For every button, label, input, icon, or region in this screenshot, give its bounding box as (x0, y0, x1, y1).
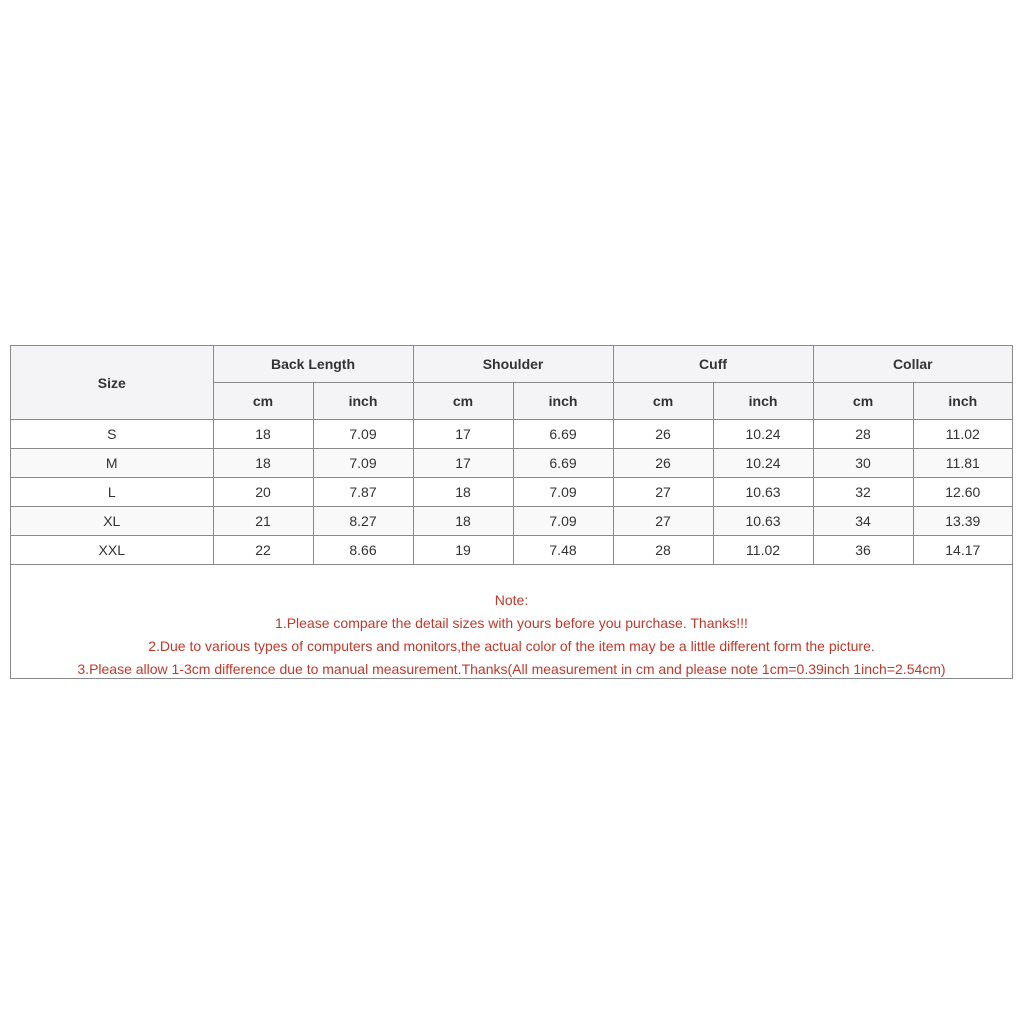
table-row (11, 507, 1012, 536)
unit-header: cm (413, 383, 513, 420)
measurement-cell: 11.02 (713, 536, 813, 565)
notes (11, 565, 1012, 681)
measurement-cell: 12.60 (913, 478, 1012, 507)
measurement-cell: 34 (813, 507, 913, 536)
size-cell: M (11, 449, 213, 478)
size-header: Size (11, 346, 213, 420)
measurement-cell: 30 (813, 449, 913, 478)
note-line-2: 2.Due to various types of computers and monitors,the actual color of the item may be a little different form the picture. (148, 638, 875, 654)
group-header-back-length: Back Length (213, 346, 413, 383)
measurement-cell: 28 (613, 536, 713, 565)
header-group-row (11, 346, 1012, 383)
unit-header: cm (813, 383, 913, 420)
measurement-cell: 18 (213, 420, 313, 449)
measurement-cell: 8.66 (313, 536, 413, 565)
measurement-cell: 7.48 (513, 536, 613, 565)
size-cell: L (11, 478, 213, 507)
measurement-cell: 18 (213, 449, 313, 478)
measurement-cell: 36 (813, 536, 913, 565)
note-line-3: 3.Please allow 1-3cm difference due to manual measurement.Thanks(All measurement in cm and please note 1cm=0.39inch 1inch=2.54cm) (77, 661, 946, 677)
size-table-body (11, 420, 1012, 565)
unit-header: inch (513, 383, 613, 420)
size-chart (10, 345, 1013, 679)
measurement-cell: 8.27 (313, 507, 413, 536)
note-title: Note: (494, 592, 529, 608)
unit-header: inch (313, 383, 413, 420)
measurement-cell: 26 (613, 449, 713, 478)
measurement-cell: 19 (413, 536, 513, 565)
size-cell: XXL (11, 536, 213, 565)
unit-header: inch (713, 383, 813, 420)
measurement-cell: 14.17 (913, 536, 1012, 565)
group-header-shoulder: Shoulder (413, 346, 613, 383)
measurement-cell: 7.09 (513, 478, 613, 507)
measurement-cell: 28 (813, 420, 913, 449)
measurement-cell: 27 (613, 478, 713, 507)
table-row (11, 420, 1012, 449)
size-cell: S (11, 420, 213, 449)
measurement-cell: 7.09 (513, 507, 613, 536)
measurement-cell: 22 (213, 536, 313, 565)
measurement-cell: 10.24 (713, 449, 813, 478)
measurement-cell: 26 (613, 420, 713, 449)
measurement-cell: 10.24 (713, 420, 813, 449)
size-cell: XL (11, 507, 213, 536)
measurement-cell: 27 (613, 507, 713, 536)
size-table (11, 346, 1012, 565)
group-header-collar: Collar (813, 346, 1012, 383)
table-row (11, 536, 1012, 565)
measurement-cell: 20 (213, 478, 313, 507)
unit-header: cm (613, 383, 713, 420)
measurement-cell: 7.09 (313, 420, 413, 449)
measurement-cell: 32 (813, 478, 913, 507)
measurement-cell: 10.63 (713, 478, 813, 507)
note-line-1: 1.Please compare the detail sizes with yours before you purchase. Thanks!!! (275, 615, 748, 631)
measurement-cell: 10.63 (713, 507, 813, 536)
measurement-cell: 21 (213, 507, 313, 536)
measurement-cell: 18 (413, 507, 513, 536)
table-row (11, 478, 1012, 507)
group-header-cuff: Cuff (613, 346, 813, 383)
measurement-cell: 11.81 (913, 449, 1012, 478)
measurement-cell: 17 (413, 420, 513, 449)
measurement-cell: 13.39 (913, 507, 1012, 536)
table-row (11, 449, 1012, 478)
measurement-cell: 6.69 (513, 449, 613, 478)
measurement-cell: 6.69 (513, 420, 613, 449)
measurement-cell: 11.02 (913, 420, 1012, 449)
unit-header: cm (213, 383, 313, 420)
measurement-cell: 18 (413, 478, 513, 507)
measurement-cell: 7.87 (313, 478, 413, 507)
unit-header: inch (913, 383, 1012, 420)
measurement-cell: 17 (413, 449, 513, 478)
measurement-cell: 7.09 (313, 449, 413, 478)
